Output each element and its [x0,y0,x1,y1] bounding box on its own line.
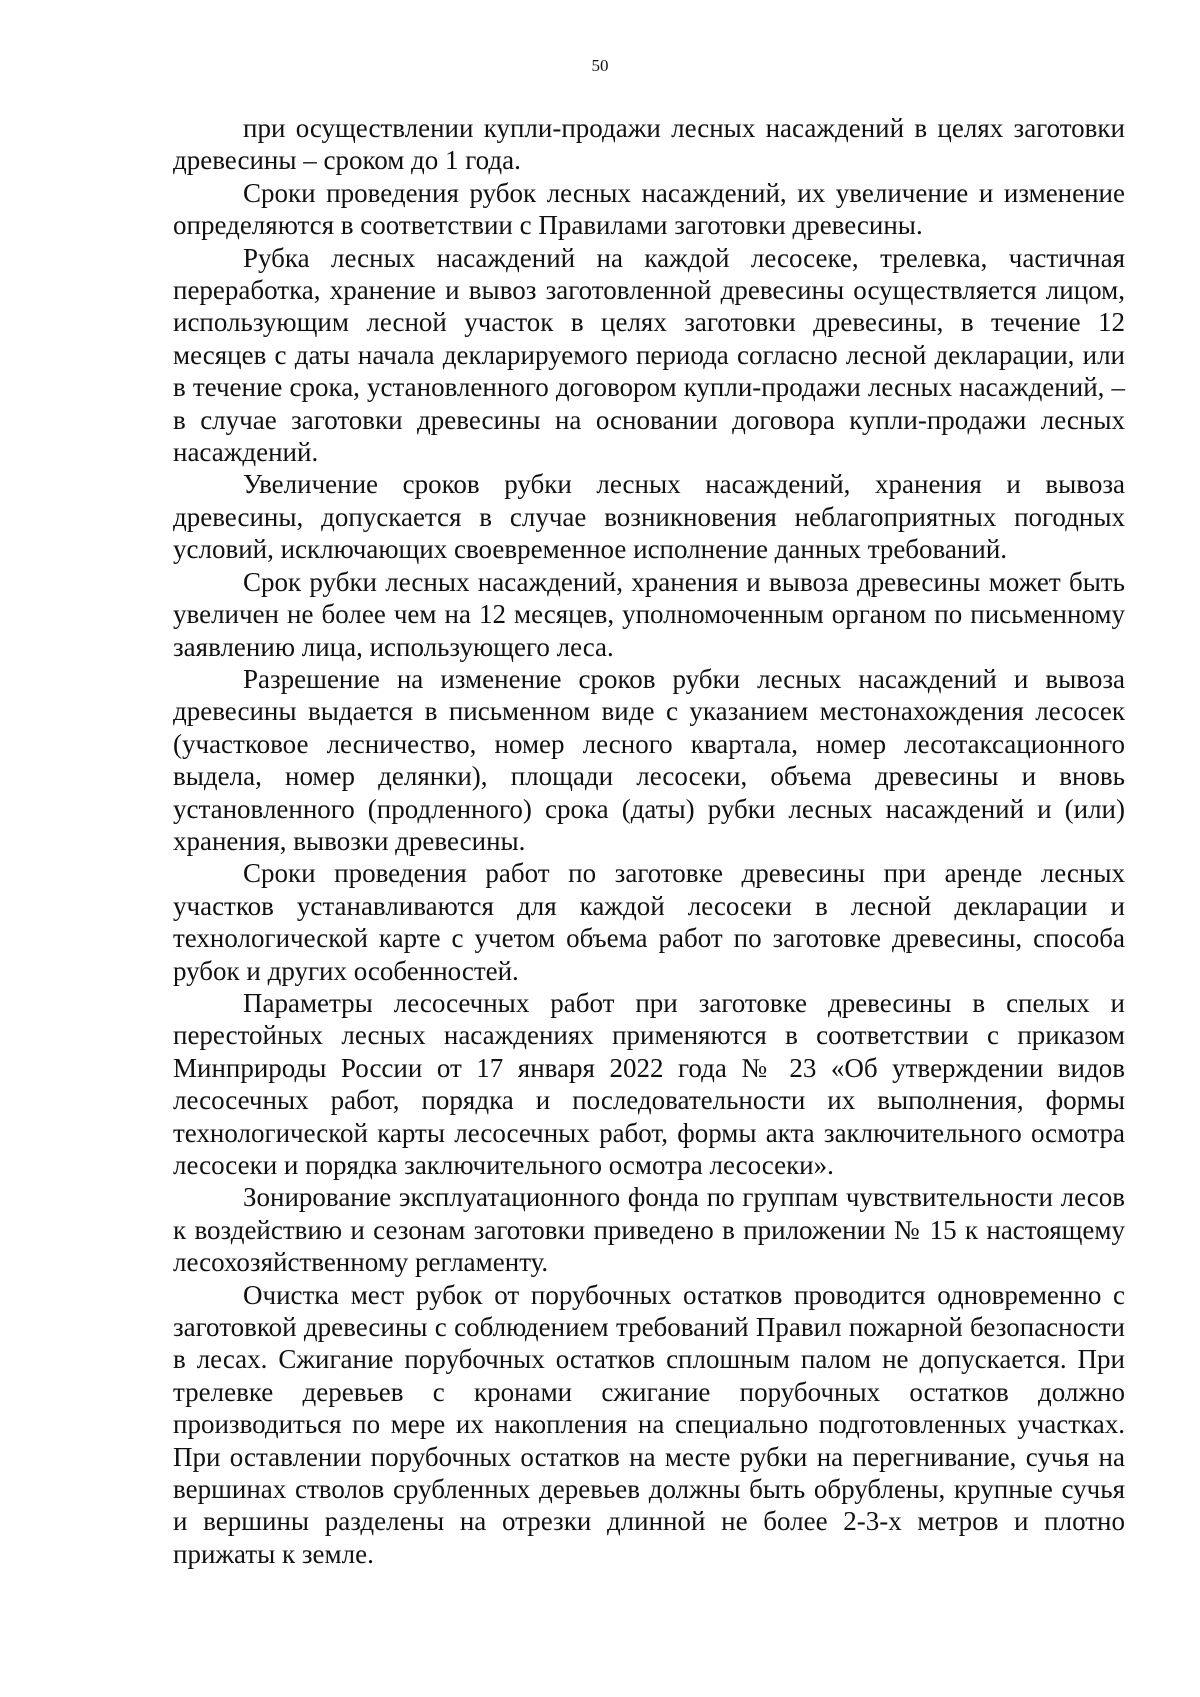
paragraph-sale-term: при осуществлении купли-продажи лесных насаждений в целях заготовки древесины – сроком до 1 года. [173,113,1125,176]
document-body [173,112,1125,1570]
paragraph-extension-limit: Срок рубки лесных насаждений, хранения и вывоза древесины может быть увеличен не более чем на 12 месяцев, уполномоченным органом по письменному заявлению лица, использующего леса. [173,566,1125,662]
paragraph-felling-execution: Рубка лесных насаждений на каждой лесосеке, трелевка, частичная переработка, хранение и вывоз заготовленной древесины осуществляется лицом, использующим лесной участок в целях заготовки древесины, в течение 12 месяцев с даты начала декларируемого периода согласно лесной декларации, или в течение срока, установленного договором купли-продажи лесных насаждений, – в случае заготовки древесины на основании договора купли-продажи лесных насаждений. [173,242,1125,468]
paragraph-change-permission: Разрешение на изменение сроков рубки лесных насаждений и вывоза древесины выдается в письменном виде с указанием местонахождения лесосек (участковое лесничество, номер лесного квартала, номер лесотаксационного выдела, номер делянки), площади лесосеки, объема древесины и вновь установленного (продленного) срока (даты) рубки лесных насаждений и (или) хранения, вывозки древесины. [173,663,1125,856]
paragraph-term-extension: Увеличение сроков рубки лесных насаждений, хранения и вывоза древесины, допускается в случае возникновения неблагоприятных погодных условий, исключающих своевременное исполнение данных требований. [173,469,1125,565]
paragraph-felling-periods: Сроки проведения рубок лесных насаждений, их увеличение и изменение определяются в соответствии с Правилами заготовки древесины. [173,177,1125,241]
paragraph-lease-terms: Сроки проведения работ по заготовке древесины при аренде лесных участков устанавливаются для каждой лесосеки в лесной декларации и технологической карте с учетом объема работ по заготовке древесины, способа рубок и других особенностей. [173,858,1125,986]
paragraph-site-cleaning: Очистка мест рубок от порубочных остатков проводится одновременно с заготовкой древесины с соблюдением требований Правил пожарной безопасности в лесах. Сжигание порубочных остатков сплошным палом не допускается. При трелевке деревьев с кронами сжигание порубочных остатков должно производиться по мере их накопления на специально подготовленных участках. При оставлении порубочных остатков на месте рубки на перегнивание, сучья на вершинах стволов срубленных деревьев должны быть обрублены, крупные сучья и вершины разделены на отрезки длинной не более 2-3-х метров и плотно прижаты к земле. [173,1279,1125,1569]
paragraph-logging-parameters: Параметры лесосечных работ при заготовке древесины в спелых и перестойных лесных насаждениях применяются в соответствии с приказом Минприроды России от 17 января 2022 года № 23 «Об утверждении видов лесосечных работ, порядка и последовательности их выполнения, формы технологической карты лесосечных работ, формы акта заключительного осмотра лесосеки и порядка заключительного осмотра лесосеки». [173,987,1125,1180]
page-number: 50 [591,56,609,75]
paragraph-fund-zoning: Зонирование эксплуатационного фонда по группам чувствительности лесов к воздействию и сезонам заготовки приведено в приложении № 15 к настоящему лесохозяйственному регламенту. [173,1182,1125,1278]
